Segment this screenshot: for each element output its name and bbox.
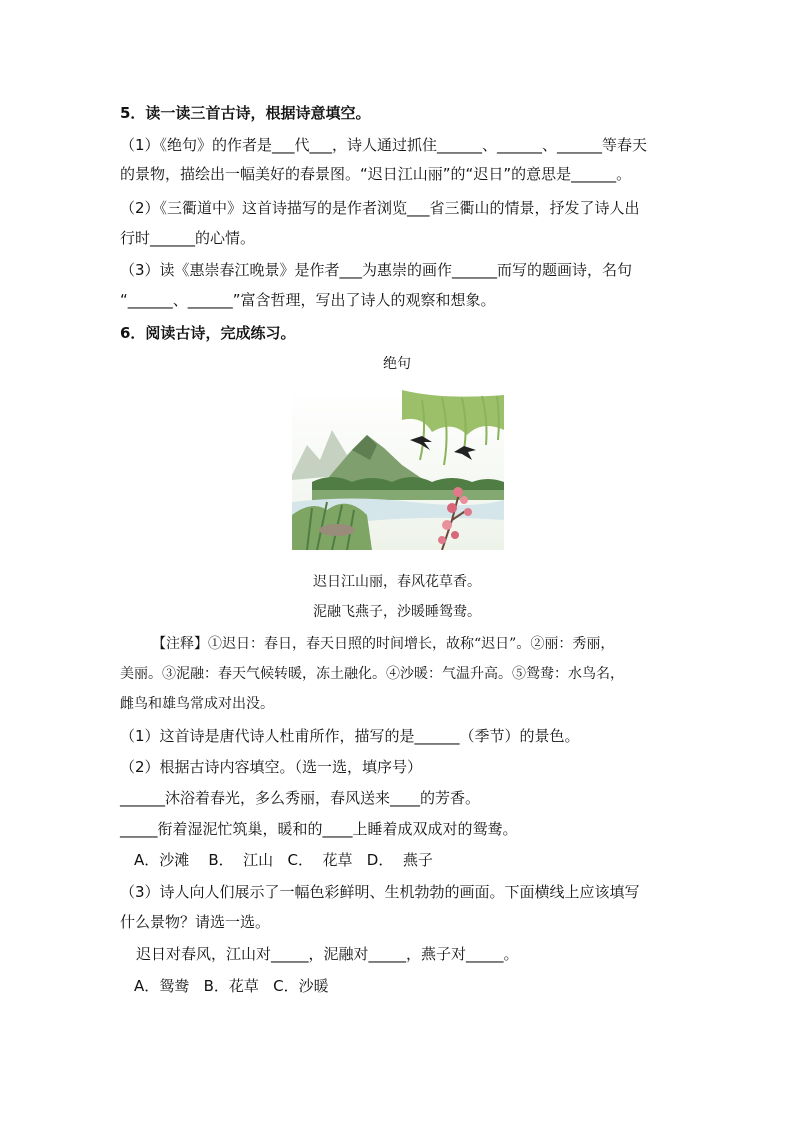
q6-part2-prompt: （2）根据古诗内容填空。（选一选，填序号）: [120, 758, 423, 776]
q6-part3-pairs: 迟日对春风，江山对_____，泥融对_____，燕子对_____。: [136, 945, 519, 963]
annotation-line-3: 雌鸟和雄鸟常成对出没。: [120, 696, 274, 712]
question-5-title: 5．读一读三首古诗，根据诗意填空。: [120, 104, 371, 122]
q6-part1: （1）这首诗是唐代诗人杜甫所作，描写的是______（季节）的景色。: [120, 727, 580, 745]
q5-part3-line1: （3）读《惠崇春江晚景》是作者___为惠崇的画作______而写的题画诗，名句: [120, 261, 633, 279]
q5-part1-line2: 的景物，描绘出一幅美好的春景图。“迟日江山丽”的“迟日”的意思是______。: [120, 165, 632, 183]
question-6-title: 6．阅读古诗，完成练习。: [120, 324, 296, 342]
poem-illustration: [292, 390, 504, 550]
q6-part3-options: A．鸳鸯 B．花草 C．沙暖: [134, 977, 329, 995]
q5-part2-line1: （2）《三衢道中》这首诗描写的是作者浏览___省三衢山的情景，抒发了诗人出: [120, 199, 640, 217]
poem-title: 绝句: [383, 356, 411, 372]
q5-part1-line1: （1）《绝句》的作者是___代___，诗人通过抓住______、______、______等春天: [120, 136, 648, 154]
poem-line-1: 迟日江山丽，春风花草香。: [313, 574, 481, 590]
q6-part2-sentence-a: ______沐浴着春光，多么秀丽，春风送来____的芳香。: [120, 789, 481, 807]
q6-part2-sentence-b: _____衔着湿泥忙筑巢，暖和的____上睡着成双成对的鸳鸯。: [120, 820, 518, 838]
q6-part3-line1: （3）诗人向人们展示了一幅色彩鲜明、生机勃勃的画面。下面横线上应该填写: [120, 883, 640, 901]
q6-part3-line2: 什么景物？请选一选。: [120, 913, 271, 931]
annotation-line-1: 【注释】①迟日：春日，春天日照的时间增长，故称“迟日”。②丽：秀丽，: [152, 636, 615, 652]
poem-line-2: 泥融飞燕子，沙暖睡鸳鸯。: [313, 604, 481, 620]
q5-part2-line2: 行时______的心情。: [120, 229, 256, 247]
q5-part3-line2: “______、______”富含哲理，写出了诗人的观察和想象。: [120, 291, 496, 309]
annotation-line-2: 美丽。③泥融：春天气候转暖，冻土融化。④沙暖：气温升高。⑤鸳鸯：水鸟名，: [120, 666, 624, 682]
q6-part2-options: A．沙滩 B． 江山 C． 花草 D． 燕子: [134, 851, 433, 869]
